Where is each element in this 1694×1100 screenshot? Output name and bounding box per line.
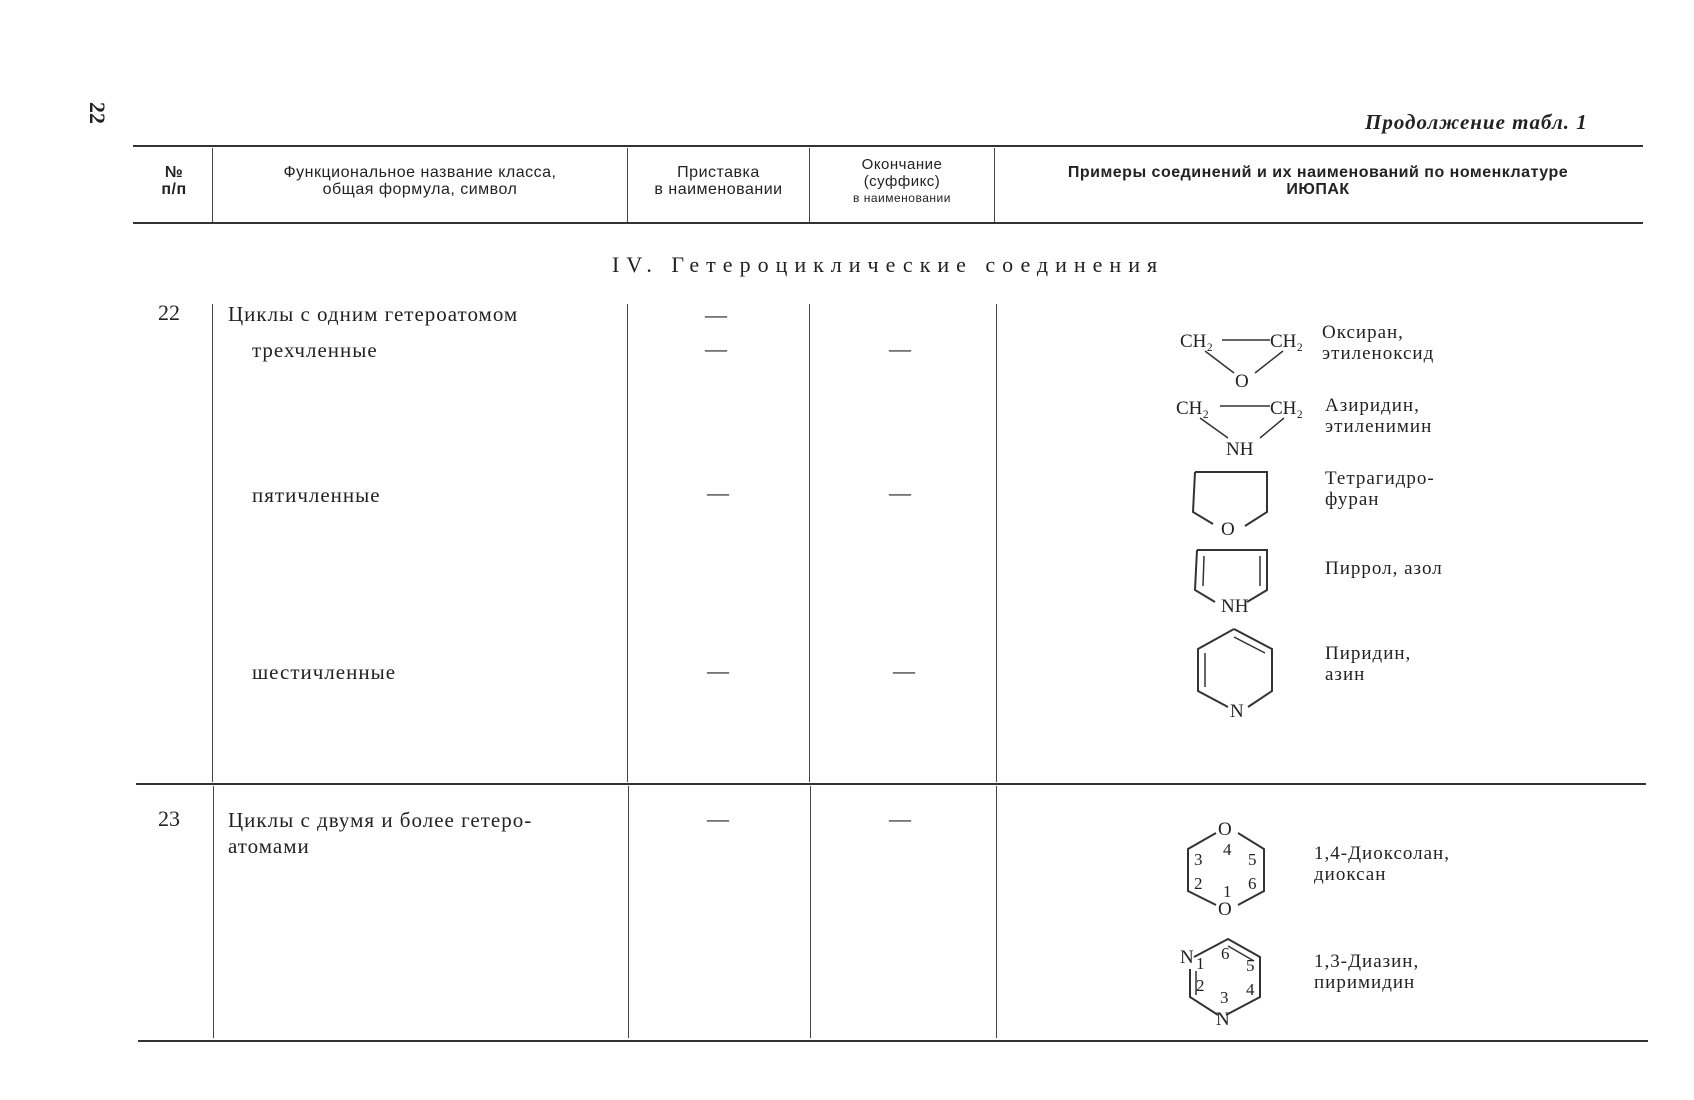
svg-text:4: 4 xyxy=(1246,980,1255,999)
header-examples: Примеры соединений и их наименований по номенклатуре ИЮПАК xyxy=(1067,164,1569,198)
header-bottom-rule xyxy=(133,222,1643,224)
svg-text:3: 3 xyxy=(1220,988,1229,1007)
compound-name: 1,4-Диоксолан, диоксан xyxy=(1314,843,1450,885)
header-prefix: Приставка в наименовании xyxy=(654,164,783,198)
suffix-dash: — xyxy=(889,336,911,361)
suffix-dash: — xyxy=(889,480,911,505)
svg-text:6: 6 xyxy=(1248,874,1257,893)
svg-text:CH₂: CH₂ xyxy=(1270,398,1304,419)
row-separator-rule xyxy=(136,783,1646,785)
svg-text:NH: NH xyxy=(1226,439,1254,460)
svg-text:O: O xyxy=(1235,371,1249,390)
body-col-divider xyxy=(810,786,811,1038)
svg-text:1: 1 xyxy=(1223,882,1232,901)
table-bottom-rule xyxy=(138,1040,1648,1042)
compound-name: 1,3-Диазин, пиримидин xyxy=(1314,951,1420,993)
body-col-divider xyxy=(809,304,810,782)
svg-text:CH₂: CH₂ xyxy=(1180,331,1214,352)
continuation-caption: Продолжение табл. 1 xyxy=(1365,110,1588,134)
svg-text:O: O xyxy=(1221,519,1235,537)
svg-text:O: O xyxy=(1218,899,1232,920)
svg-text:2: 2 xyxy=(1194,874,1203,893)
svg-text:O: O xyxy=(1218,819,1232,840)
compound-name: Азиридин, этиленимин xyxy=(1325,395,1433,437)
oxirane-structure xyxy=(1170,325,1320,390)
row-number: 23 xyxy=(158,806,180,831)
suffix-dash: — xyxy=(889,806,911,831)
pyridine-structure xyxy=(1190,625,1280,720)
body-col-divider xyxy=(996,304,997,782)
table-top-rule xyxy=(133,145,1643,147)
header-col-divider xyxy=(809,148,810,222)
prefix-dash: — xyxy=(707,480,729,505)
header-col-divider xyxy=(994,148,995,222)
row-number: 22 xyxy=(158,300,180,325)
svg-text:1: 1 xyxy=(1196,954,1205,973)
svg-text:N: N xyxy=(1230,701,1244,720)
svg-text:CH₂: CH₂ xyxy=(1176,398,1210,419)
svg-text:CH₂: CH₂ xyxy=(1270,331,1304,352)
svg-text:4: 4 xyxy=(1223,840,1232,859)
body-col-divider xyxy=(212,304,213,782)
svg-text:3: 3 xyxy=(1194,850,1203,869)
prefix-dash: — xyxy=(707,658,729,683)
subrow-label: трехчленные xyxy=(252,338,378,362)
subrow-label: пятичленные xyxy=(252,483,381,507)
section-title: IV. Гетероциклические соединения xyxy=(612,252,1165,277)
compound-name: Тетрагидро- фуран xyxy=(1325,468,1435,510)
svg-text:6: 6 xyxy=(1221,944,1230,963)
dioxane-structure xyxy=(1180,815,1280,920)
body-col-divider xyxy=(627,304,628,782)
header-col-divider xyxy=(627,148,628,222)
compound-name: Пиррол, азол xyxy=(1325,558,1443,579)
svg-text:5: 5 xyxy=(1248,850,1257,869)
svg-text:NH: NH xyxy=(1221,596,1249,617)
svg-text:5: 5 xyxy=(1246,956,1255,975)
header-suffix: Окончание (суффикс) в наименовании xyxy=(853,156,951,205)
subrow-label: шестичленные xyxy=(252,660,397,684)
header-col-divider xyxy=(212,148,213,222)
row-title: Циклы с одним гетероатомом xyxy=(228,302,519,326)
body-col-divider xyxy=(628,786,629,1038)
row-title: атомами xyxy=(228,834,310,858)
tetrahydrofuran-structure xyxy=(1185,462,1275,537)
header-num: № п/п xyxy=(161,164,187,198)
pyrimidine-structure xyxy=(1176,935,1276,1025)
body-col-divider xyxy=(996,786,997,1038)
row-title: Циклы с двумя и более гетеро- xyxy=(228,808,533,832)
compound-name: Пиридин, азин xyxy=(1325,643,1412,685)
prefix-dash: — xyxy=(705,336,727,361)
header-class-name: Функциональное название класса, общая формула, символ xyxy=(283,164,557,198)
svg-text:N: N xyxy=(1180,947,1194,968)
svg-text:2: 2 xyxy=(1196,976,1205,995)
aziridine-structure xyxy=(1168,390,1323,460)
compound-name: Оксиран, этиленоксид xyxy=(1322,322,1435,364)
suffix-dash: — xyxy=(893,658,915,683)
body-col-divider xyxy=(213,786,214,1038)
prefix-dash: — xyxy=(705,302,727,327)
svg-text:N: N xyxy=(1216,1009,1230,1025)
page-number: 22 xyxy=(85,102,110,124)
pyrrole-structure xyxy=(1185,544,1275,619)
prefix-dash: — xyxy=(707,806,729,831)
